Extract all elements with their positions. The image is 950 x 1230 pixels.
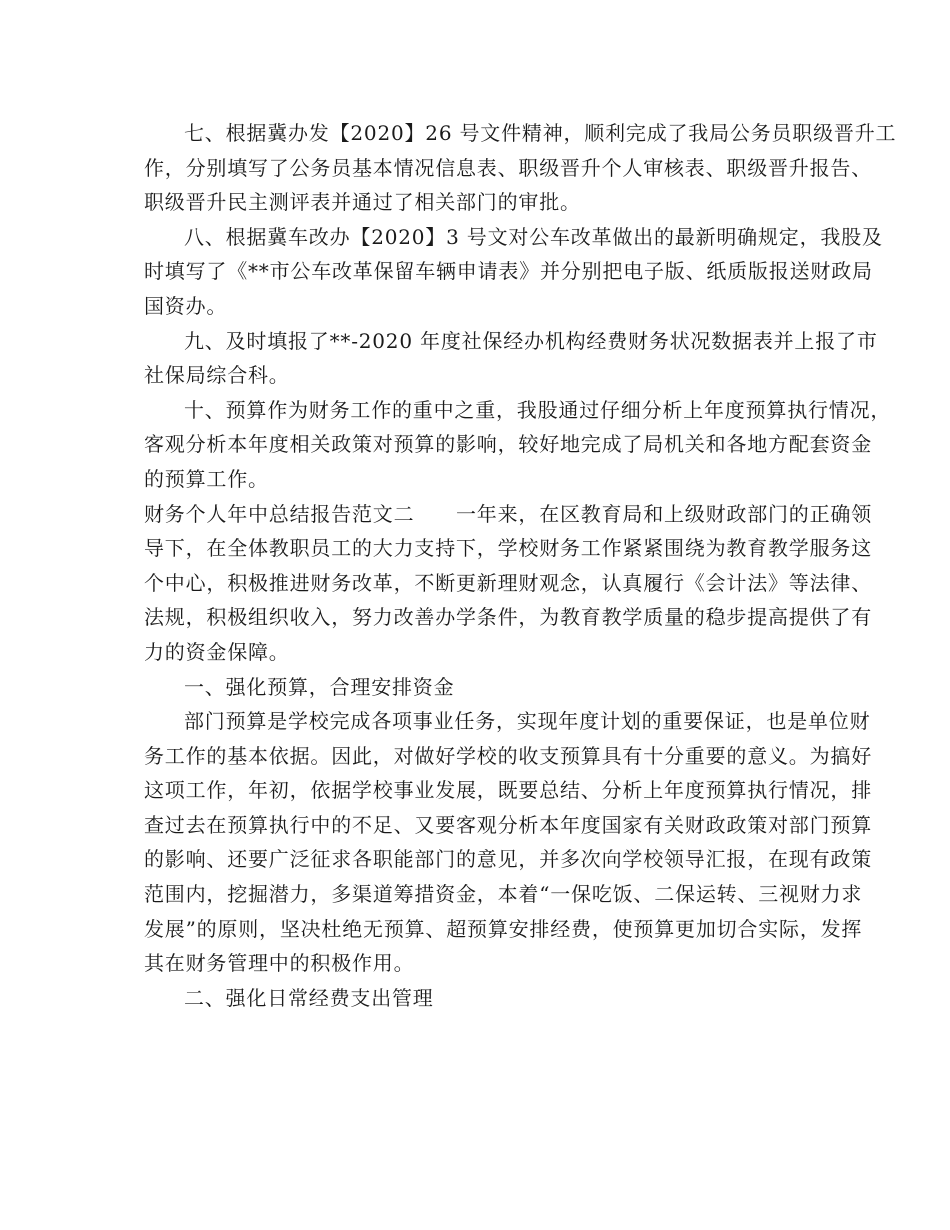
text-line: 力的资金保障。 (144, 639, 290, 664)
text-line: 时填写了《**市公车改革保留车辆申请表》并分别把电子版、纸质版报送财政局 (144, 259, 873, 284)
text-line: 国资办。 (144, 293, 228, 318)
text-line: 的影响、还要广泛征求各职能部门的意见，并多次向学校领导汇报，在现有政策 (144, 847, 872, 872)
text-line: 客观分析本年度相关政策对预算的影响，较好地完成了局机关和各地方配套资金 (144, 432, 872, 457)
text-line: 九、及时填报了**-2020 年度社保经办机构经费财务状况数据表并上报了市 (184, 328, 878, 353)
text-line: 社保局综合科。 (144, 363, 290, 388)
text-line: 个中心，积极推进财务改革，不断更新理财观念，认真履行《会计法》等法律、 (144, 570, 872, 595)
text-line: 这项工作，年初，依据学校事业发展，既要总结、分析上年度预算执行情况，排 (144, 778, 872, 803)
text-line: 财务个人年中总结报告范文二 一年来，在区教育局和上级财政部门的正确领 (144, 501, 872, 526)
text-line: 查过去在预算执行中的不足、又要客观分析本年度国家有关财政政策对部门预算 (144, 812, 872, 837)
text-line: 部门预算是学校完成各项事业任务，实现年度计划的重要保证，也是单位财 (184, 709, 871, 734)
text-line: 职级晋升民主测评表并通过了相关部门的审批。 (144, 190, 581, 215)
text-line: 八、根据冀车改办【2020】3 号文对公车改革做出的最新明确规定，我股及 (184, 224, 883, 249)
text-line: 务工作的基本依据。因此，对做好学校的收支预算具有十分重要的意义。为搞好 (144, 743, 872, 768)
text-line: 七、根据冀办发【2020】26 号文件精神，顺利完成了我局公务员职级晋升工 (184, 121, 897, 145)
text-line: 十、预算作为财务工作的重中之重，我股通过仔细分析上年度预算执行情况， (184, 397, 892, 422)
text-line: 一、强化预算，合理安排资金 (184, 674, 455, 699)
text-line: 范围内，挖掘潜力，多渠道筹措资金，本着“一保吃饭、二保运转、三视财力求 (144, 882, 863, 907)
document-body (144, 116, 897, 1015)
text-line: 其在财务管理中的积极作用。 (144, 951, 415, 976)
text-line: 的预算工作。 (144, 466, 269, 491)
text-line: 作，分别填写了公务员基本情况信息表、职级晋升个人审核表、职级晋升报告、 (144, 155, 872, 180)
text-line: 发展”的原则，坚决杜绝无预算、超预算安排经费，使预算更加切合实际，发挥 (144, 916, 863, 941)
text-line: 法规，积极组织收入，努力改善办学条件，为教育教学质量的稳步提高提供了有 (144, 605, 872, 630)
text-line: 二、强化日常经费支出管理 (184, 985, 434, 1010)
text-line: 导下，在全体教职员工的大力支持下，学校财务工作紧紧围绕为教育教学服务这 (144, 536, 872, 561)
